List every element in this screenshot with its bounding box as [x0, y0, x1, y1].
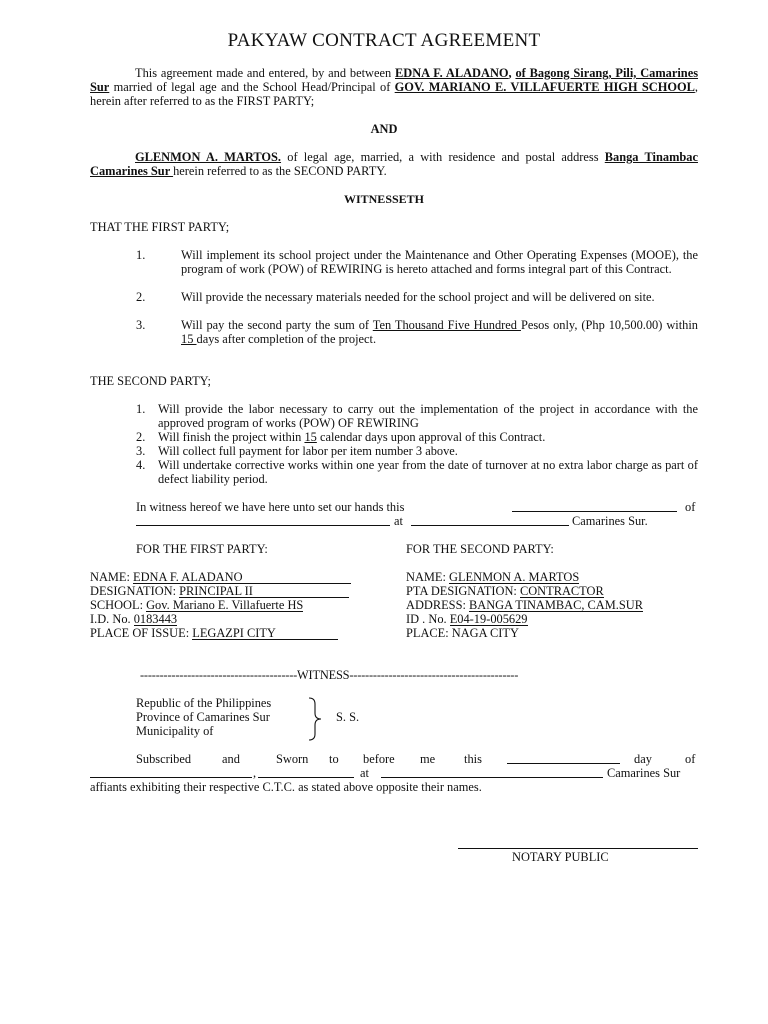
subscribed-word-8: day	[634, 752, 652, 766]
second-party-designation-row: PTA DESIGNATION: CONTRACTOR	[406, 584, 604, 598]
jurisdiction-ss: S. S.	[336, 710, 360, 724]
subscribed-comma: ,	[253, 766, 257, 780]
second-party-heading: THE SECOND PARTY;	[90, 374, 211, 388]
second-party-item-num-2: 2.	[136, 430, 146, 444]
second-party-name: GLENMON A. MARTOS.	[135, 150, 282, 164]
right-brace-icon	[306, 696, 324, 742]
first-party-heading: THAT THE FIRST PARTY;	[90, 220, 230, 234]
notary-public-label: NOTARY PUBLIC	[512, 850, 609, 864]
second-party-item-num-3: 3.	[136, 444, 146, 458]
first-party-name-row: NAME: EDNA F. ALADANO	[90, 570, 351, 584]
subscribed-year-blank	[258, 766, 354, 778]
subscribed-word-3: Sworn	[276, 752, 309, 766]
second-party-item-num-1: 1.	[136, 402, 146, 416]
witness-divider: ----------------------------------------WITNESS-------------------------------------------	[140, 668, 519, 682]
subscribed-affiants-line: affiants exhibiting their respective C.T.C. as stated above opposite their names.	[90, 780, 482, 794]
jurisdiction-republic: Republic of the Philippines	[136, 696, 272, 710]
witness-at-word: at	[394, 514, 403, 528]
second-party-item-1: Will provide the labor necessary to carry out the implementation of the project in accordance with the approved program of works (POW) OF REWIRING	[158, 402, 698, 430]
jurisdiction-province: Province of Camarines Sur	[136, 710, 270, 724]
first-party-designation-row: DESIGNATION: PRINCIPAL II	[90, 584, 349, 598]
and-label: AND	[370, 122, 398, 136]
subscribed-month-blank	[90, 766, 252, 778]
amount-in-words: Ten Thousand Five Hundred	[372, 318, 521, 332]
first-party-issue-row: PLACE OF ISSUE: LEGAZPI CITY	[90, 626, 338, 640]
second-party-address-row: ADDRESS: BANGA TINAMBAC, CAM.SUR	[406, 598, 643, 612]
document-title: PAKYAW CONTRACT AGREEMENT	[227, 30, 541, 51]
intro-paragraph: This agreement made and entered, by and between EDNA F. ALADANO, of Bagong Sirang, Pili, Camarines Sur married of legal age and the School Head/Principal of GOV. MARIANO E. VILLAFUERTE HIGH SCHOOL, herein after referred to as the FIRST PARTY;	[90, 66, 699, 108]
first-party-name: EDNA F. ALADANO	[395, 66, 509, 80]
first-party-item-2: Will provide the necessary materials needed for the school project and will be delivered on site.	[181, 290, 655, 304]
first-party-school-value: Gov. Mariano E. Villafuerte HS	[146, 598, 304, 612]
second-party-address-value: BANGA TINAMBAC, CAM.SUR	[469, 598, 643, 612]
subscribed-word-4: to	[329, 752, 339, 766]
subscribed-province: Camarines Sur	[607, 766, 681, 780]
second-party-item-3: Will collect full payment for labor per item number 3 above.	[158, 444, 458, 458]
second-party-address: Banga Tinambac Camarines Sur	[90, 150, 698, 178]
witness-hereof-line-1: In witness hereof we have here unto set our hands this	[136, 500, 405, 514]
first-party-item-3: Will pay the second party the sum of Ten Thousand Five Hundred Pesos only, (Php 10,500.00) within 15 days after completion of the project.	[181, 318, 698, 346]
notary-signature-line	[458, 848, 698, 849]
second-party-name-row: NAME: GLENMON A. MARTOS	[406, 570, 580, 584]
for-second-party-heading: FOR THE SECOND PARTY:	[406, 542, 554, 556]
second-party-designation-value: CONTRACTOR	[519, 584, 604, 598]
second-party-name-value: GLENMON A. MARTOS	[449, 570, 580, 584]
completion-days: 15	[304, 430, 317, 444]
second-party-paragraph: GLENMON A. MARTOS. of legal age, married, a with residence and postal address Banga Tinambac Camarines Sur herein referred to as the SECOND PARTY.	[90, 150, 698, 178]
first-party-school-row: SCHOOL: Gov. Mariano E. Villafuerte HS	[90, 598, 304, 612]
first-party-name-value: EDNA F. ALADANO	[133, 571, 351, 584]
first-party-id-value: 0183443	[133, 612, 178, 626]
witness-month-blank	[136, 514, 390, 526]
second-party-id-row: ID . No. E04-19-005629	[406, 612, 528, 626]
subscribed-at-word: at	[360, 766, 369, 780]
subscribed-word-1: Subscribed	[136, 752, 192, 766]
second-party-id-value: E04-19-005629	[449, 612, 528, 626]
witness-place-blank	[411, 514, 569, 526]
subscribed-word-5: before	[363, 752, 395, 766]
first-party-issue-value: LEGAZPI CITY	[192, 627, 338, 640]
witness-date-blank	[512, 500, 677, 512]
second-party-place-row: PLACE: NAGA CITY	[406, 626, 519, 640]
jurisdiction-municipality: Municipality of	[136, 724, 214, 738]
second-party-place-value: NAGA CITY	[451, 626, 519, 640]
payment-days: 15	[181, 332, 197, 346]
first-party-designation-value: PRINCIPAL II	[179, 585, 349, 598]
witness-province: Camarines Sur.	[572, 514, 648, 528]
school-name: GOV. MARIANO E. VILLAFUERTE HIGH SCHOOL	[394, 80, 695, 94]
first-party-item-1: Will implement its school project under the Maintenance and Other Operating Expenses (MOOE), the program of work (POW) of REWIRING is hereto attached and forms integral part of this Contract.	[181, 248, 698, 276]
subscribed-place-blank	[381, 766, 603, 778]
first-party-item-num-3: 3.	[136, 318, 146, 332]
subscribed-word-2: and	[222, 752, 240, 766]
witnesseth-heading: WITNESSETH	[343, 192, 425, 206]
second-party-item-2: Will finish the project within 15 calendar days upon approval of this Contract.	[158, 430, 546, 444]
subscribed-word-9: of	[685, 752, 696, 766]
subscribed-day-blank	[507, 752, 620, 764]
for-first-party-heading: FOR THE FIRST PARTY:	[136, 542, 268, 556]
first-party-address: of Bagong Sirang, Pili, Camarines Sur	[90, 66, 699, 94]
first-party-id-row: I.D. No. 0183443	[90, 612, 178, 626]
second-party-item-4: Will undertake corrective works within one year from the date of turnover at no extra labor charge as part of defect liability period.	[158, 458, 698, 486]
witness-of-word: of	[685, 500, 696, 514]
first-party-item-num-1: 1.	[136, 248, 146, 262]
first-party-item-num-2: 2.	[136, 290, 146, 304]
second-party-item-num-4: 4.	[136, 458, 146, 472]
subscribed-word-7: this	[464, 752, 482, 766]
subscribed-word-6: me	[420, 752, 436, 766]
